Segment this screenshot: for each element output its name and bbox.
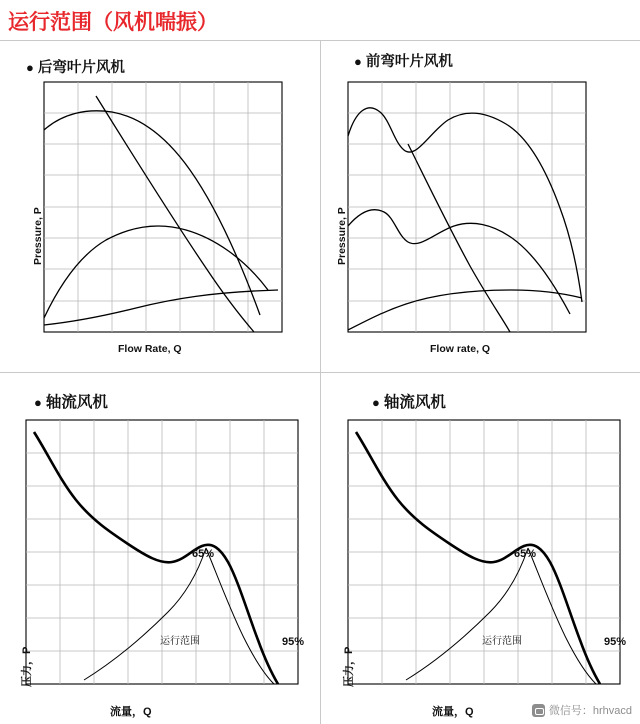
- panel-heading-text: 前弯叶片风机: [365, 54, 453, 70]
- chart-svg-backward-curved: [0, 40, 320, 372]
- plot-grid: [348, 82, 586, 332]
- annotation-65-percent-right: 65%: [514, 548, 537, 560]
- y-axis-label-forward-curved: Pressure, P: [336, 207, 348, 265]
- panel-backward-curved: [0, 40, 320, 372]
- chart-svg-forward-curved: [320, 40, 640, 372]
- annotation-95-percent-right: 95%: [604, 636, 627, 648]
- panel-axial-right: [320, 372, 640, 724]
- annotation-operating-range-left: 运行范围: [160, 636, 200, 647]
- watermark: [532, 702, 632, 718]
- x-axis-label-forward-curved: Flow rate, Q: [430, 343, 491, 355]
- annotation-95-percent-left: 95%: [282, 636, 305, 648]
- panel-heading-text: 轴流风机: [45, 394, 108, 411]
- bullet-icon: ●: [26, 60, 34, 75]
- bullet-icon: ●: [34, 395, 42, 410]
- bullet-icon: ●: [372, 395, 380, 410]
- x-axis-label-axial-right: 流量，Q: [432, 706, 474, 718]
- wechat-icon: [532, 704, 545, 717]
- watermark-text: 微信号：hrhvacd: [548, 705, 632, 717]
- annotation-operating-range-right: 运行范围: [482, 636, 522, 647]
- plot-grid: [44, 82, 282, 332]
- annotation-65-percent-left: 65%: [192, 548, 215, 560]
- panel-axial-left: [0, 372, 320, 724]
- x-axis-label-axial-left: 流量，Q: [110, 706, 152, 718]
- panel-heading-text: 轴流风机: [383, 394, 446, 411]
- panel-heading-text: 后弯叶片风机: [37, 60, 125, 76]
- x-axis-label-backward-curved: Flow Rate, Q: [118, 343, 182, 355]
- panel-forward-curved: [320, 40, 640, 372]
- page-title: 运行范围（风机喘振）: [8, 11, 218, 34]
- y-axis-label-axial-left: 压力，P: [21, 646, 33, 687]
- bullet-icon: ●: [354, 54, 362, 69]
- y-axis-label-axial-right: 压力，P: [343, 646, 355, 687]
- chart-svg-axial-right: [320, 372, 640, 724]
- chart-svg-axial-left: [0, 372, 320, 724]
- y-axis-label-backward-curved: Pressure, P: [32, 207, 44, 265]
